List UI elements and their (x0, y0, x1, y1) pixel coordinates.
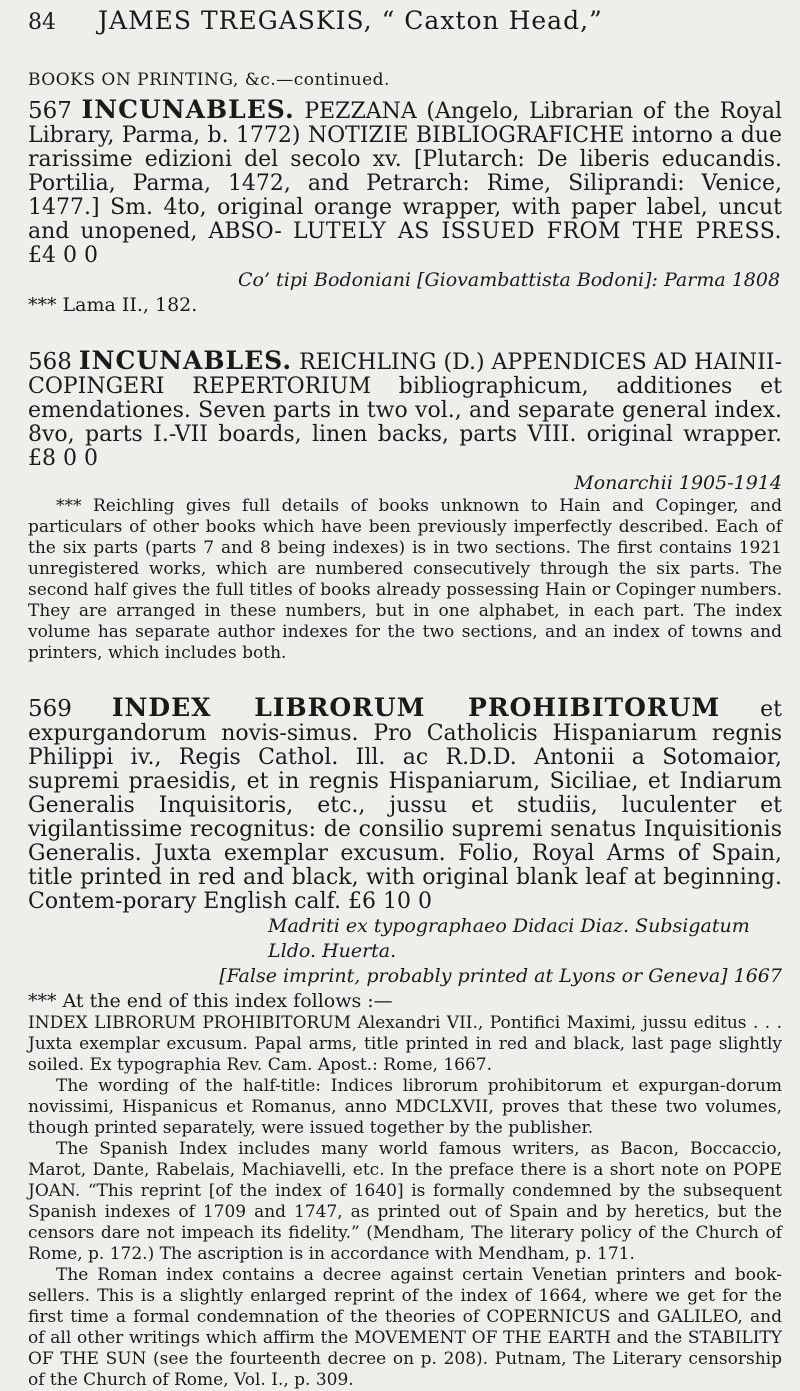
entry-imprint: Monarchii 1905-1914 (574, 472, 782, 494)
entry-note-caps: INDEX LIBRORUM PROHIBITORUM Alexandri VII., Pontifici Maximi, jussu editus . . . Juxta exemplar excusum. Papal arms, title printed in red and black, last page slightly soiled. Ex typographia Rev. Cam. Apost.: Rome, 1667. (28, 1013, 782, 1075)
entry-heading: et expurgandorum novis-simus. Pro Catholicis Hispaniarum regnis Philippi iv., Regis Cathol. Ill. ac R.D.D. Antonii a Sotomaior, supremi praesidis, et in regnis Hispaniarum, Siciliae, et Indiarum Generalis Inquisitoris, etc., jussu et studiis, luculenter et vigilantissime recognitus: de consilio supremi senatus Inquisitionis Generalis. Juxta exemplar excusum. Folio, Royal Arms of Spain, title printed in red and black, with original blank leaf at beginning. Contem-porary English calf. (28, 697, 783, 914)
entry-note-lead: *** At the end of this index follows :— (28, 990, 393, 1012)
catalogue-entry-567 (28, 95, 783, 317)
entry-category: INDEX LIBRORUM PROHIBITORUM (111, 693, 721, 722)
entry-category: INCUNABLES. (81, 95, 295, 124)
page-number: 84 (28, 10, 56, 35)
entry-paragraph: The Spanish Index includes many world famous writers, as Bacon, Boccaccio, Marot, Dante, Rabelais, Machiavelli, etc. In the preface there is a short note on POPE JOAN. “This reprint [of the index of 1640] is formally condemned by the subsequent Spanish indexes of 1709 and 1747, as printed out of Spain and by heretics, but the censors dare not impeach its fidelity.” (Mendham, The literary policy of the Church of Rome, p. 172.) The ascription is in accordance with Mendham, p. 171. (28, 1139, 782, 1264)
entry-gap (28, 317, 782, 341)
entry-heading: PEZZANA (Angelo, Librarian of the Royal Library, Parma, b. 1772) NOTIZIE BIBLIOGRAFICHE intorno a due rarissime edizioni del secolo xv. [Plutarch: De liberis educandis. Portilia, Parma, 1472, and Petrarch: Rime, Siliprandi: Venice, 1477.] Sm. 4to, original orange wrapper, with paper label, uncut and unopened, ABSO- (28, 99, 782, 244)
catalogue-entry-569 (28, 693, 783, 1391)
entry-number: 567 (28, 98, 72, 124)
entry-heading: REICHLING (D.) APPENDICES AD HAINII-COPINGERI REPERTORIUM bibliographicum, additiones et emendationes. Seven parts in two vol., and separate general index. 8vo, parts I.-VII boards, linen backs, parts VIII. original wrapper. (28, 350, 782, 447)
entry-note: *** Lama II., 182. (28, 294, 198, 316)
entry-category: INCUNABLES. (78, 346, 293, 375)
running-title: JAMES TREGASKIS, “ Caxton Head,” (98, 6, 603, 35)
entry-heading-caps: LUTELY AS ISSUED FROM THE PRESS. (292, 219, 783, 244)
entry-gap (28, 664, 782, 688)
entry-price: £8 0 0 (28, 446, 98, 471)
entry-number: 569 (28, 696, 72, 722)
entry-note: *** Reichling gives full details of books unknown to Hain and Copinger, and particulars of other books which have been previously imperfectly described. Each of the six parts (parts 7 and 8 being indexes) is in two sections. The first contains 1921 unregistered works, which are numbered consecutively through the six parts. The second half gives the full titles of books already possessing Hain or Copinger numbers. They are arranged in these numbers, but in one alphabet, in each part. The index volume has separate author indexes for the two sections, and an index of towns and printers, which includes both. (28, 496, 782, 663)
entry-price: £6 10 0 (347, 889, 432, 914)
catalogue-entry-568 (28, 346, 782, 664)
entry-paragraph: The wording of the half-title: Indices librorum prohibitorum et expurgan-dorum novissimi, Hispanicus et Romanus, anno MDCLXVII, proves that these two volumes, though printed separately, were issued together by the publisher. (28, 1076, 782, 1138)
page-header (28, 6, 782, 54)
entry-imprint-2: [False imprint, probably printed at Lyons or Geneva] 1667 (219, 965, 782, 987)
entry-paragraph: The Roman index contains a decree against certain Venetian printers and book-sellers. This is a slightly enlarged reprint of the index of 1664, where we get for the first time a formal condemnation of the theories of COPERNICUS and GALILEO, and of all other writings which affirm the MOVEMENT OF THE EARTH and the STABILITY OF THE SUN (see the fourteenth decree on p. 208). Putnam, The Literary censorship of the Church of Rome, Vol. I., p. 309. (28, 1265, 782, 1390)
entry-price: £4 0 0 (28, 243, 98, 268)
entry-imprint: Madriti ex typographaeo Didaci Diaz. Subsigatum Lldo. Huerta. (268, 915, 750, 962)
entry-number: 568 (28, 349, 72, 375)
section-title: BOOKS ON PRINTING, &c.—continued. (28, 70, 390, 90)
entry-imprint: Co’ tipi Bodoniani [Giovambattista Bodoni]: Parma 1808 (238, 269, 781, 291)
